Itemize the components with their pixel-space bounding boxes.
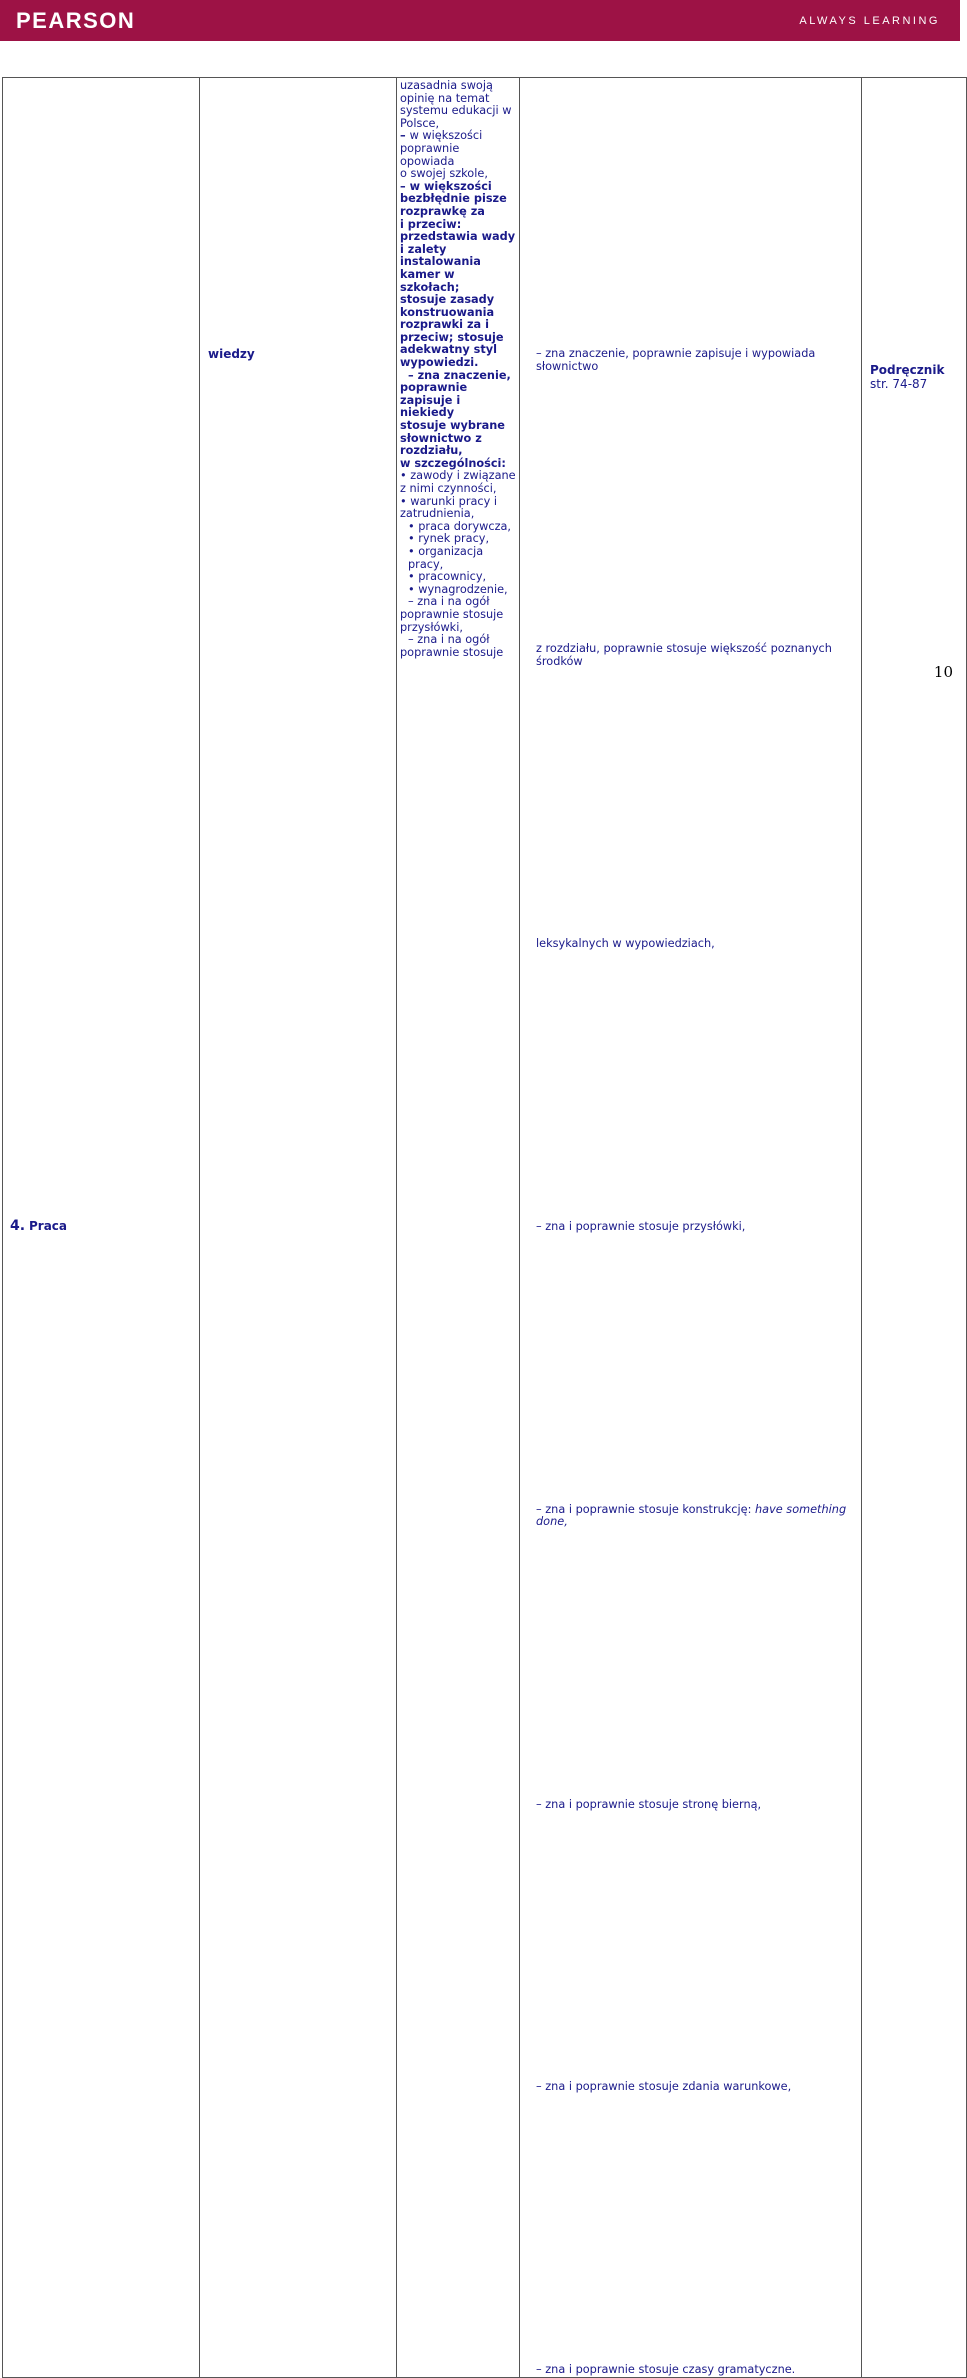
skills-line: poprawnie stosuje bbox=[400, 645, 504, 659]
source-cell bbox=[862, 78, 967, 2378]
source-reference bbox=[862, 363, 966, 391]
basic-requirement-line: – zna i poprawnie stosuje czasy gramatyczne. bbox=[536, 2362, 796, 2376]
pearson-logo: PEARSON bbox=[16, 8, 136, 33]
skills-line: konstruowania bbox=[400, 305, 495, 319]
basic-requirement-line: – zna i poprawnie stosuje przysłówki, bbox=[536, 1219, 746, 1233]
skills-line: w szczególności: bbox=[400, 456, 506, 470]
skills-line: wypowiedzi. bbox=[400, 356, 479, 370]
skills-cell bbox=[397, 78, 520, 2378]
skills-line: • wynagrodzenie, bbox=[408, 582, 508, 596]
table-row bbox=[3, 78, 967, 2378]
header-tagline: ALWAYS LEARNING bbox=[799, 15, 940, 27]
skills-line: opinię na temat bbox=[400, 91, 490, 105]
publisher-header bbox=[0, 0, 960, 41]
basic-requirement-line: – zna i poprawnie stosuje zdania warunkowe, bbox=[536, 2080, 792, 2094]
skills-line: stosuje zasady bbox=[400, 293, 495, 307]
lesson-title: Praca bbox=[29, 1219, 68, 1234]
skills-line: poprawnie opowiada bbox=[400, 141, 460, 168]
source-pages: str. 74-87 bbox=[870, 377, 928, 391]
dash-marker: – bbox=[400, 129, 410, 143]
skills-line: zapisuje i niekiedy bbox=[400, 393, 461, 420]
skills-line: • rynek pracy, bbox=[408, 532, 490, 546]
skills-line: i przeciw: bbox=[400, 217, 462, 231]
skills-line: przeciw; stosuje bbox=[400, 330, 504, 344]
lesson-cell bbox=[3, 78, 200, 2378]
basic-requirements-text bbox=[520, 348, 861, 2377]
basic-requirement-line: – zna i poprawnie stosuje konstrukcję: have something done, bbox=[536, 1502, 847, 1529]
skills-line: • praca dorywcza, bbox=[408, 519, 512, 533]
basic-requirement-line: – zna znaczenie, poprawnie zapisuje i wypowiada słownictwo bbox=[536, 347, 816, 373]
basic-requirement-line: – zna i poprawnie stosuje stronę bierną, bbox=[536, 1797, 762, 1811]
dash-marker: – bbox=[400, 179, 410, 193]
scope-cell bbox=[200, 78, 397, 2378]
skills-line: rozdziału, bbox=[400, 444, 463, 458]
skills-line: • warunki pracy i bbox=[400, 494, 498, 508]
skills-line: przysłówki, bbox=[400, 620, 463, 634]
skills-line: kamer w szkołach; bbox=[400, 267, 460, 294]
skills-line: – zna znaczenie, bbox=[408, 368, 511, 382]
skills-line: – zna i na ogół bbox=[408, 633, 490, 647]
skills-line: rozprawkę za bbox=[400, 204, 485, 218]
skills-line: bezbłędnie pisze bbox=[400, 192, 507, 206]
skills-line: stosuje wybrane bbox=[400, 419, 505, 433]
source-title: Podręcznik bbox=[870, 363, 945, 377]
construction-example: have something done, bbox=[536, 1502, 847, 1529]
skills-line: rozprawki za i bbox=[400, 318, 489, 332]
skills-line: poprawnie bbox=[400, 381, 468, 395]
skills-line: słownictwo z bbox=[400, 431, 482, 445]
lesson-number: 4. bbox=[10, 1218, 26, 1235]
basic-requirements-cell bbox=[520, 78, 862, 2378]
basic-requirement-line: z rozdziału, poprawnie stosuje większość poznanych środków bbox=[536, 642, 832, 668]
skills-line: zatrudnienia, bbox=[400, 507, 475, 521]
scope-label: wiedzy bbox=[208, 347, 255, 361]
requirements-table bbox=[2, 77, 967, 2378]
skills-line: systemu edukacji w bbox=[400, 104, 512, 118]
skills-line: z nimi czynności, bbox=[400, 482, 497, 495]
skills-line: – zna i na ogół bbox=[408, 595, 490, 609]
skills-line: uzasadnia swoją bbox=[400, 79, 493, 92]
basic-requirement-line: leksykalnych w wypowiedziach, bbox=[536, 937, 715, 951]
skills-line: • pracownicy, bbox=[408, 570, 487, 584]
skills-line: Polsce, bbox=[400, 116, 440, 130]
skills-line: adekwatny styl bbox=[400, 343, 498, 357]
skills-line: instalowania bbox=[400, 255, 481, 269]
skills-line: o swojej szkole, bbox=[400, 167, 488, 181]
skills-line-text: w większości bbox=[409, 179, 492, 193]
skills-line: • organizacja pracy, bbox=[408, 544, 484, 571]
page-number: 10 bbox=[933, 663, 953, 681]
skills-text bbox=[397, 78, 519, 659]
skills-line: i zalety bbox=[400, 242, 447, 256]
skills-line: poprawnie stosuje bbox=[400, 607, 504, 621]
skills-line: • zawody i związane bbox=[400, 469, 516, 483]
skills-line: przedstawia wady bbox=[400, 230, 516, 244]
skills-line-text: w większości bbox=[409, 129, 483, 143]
